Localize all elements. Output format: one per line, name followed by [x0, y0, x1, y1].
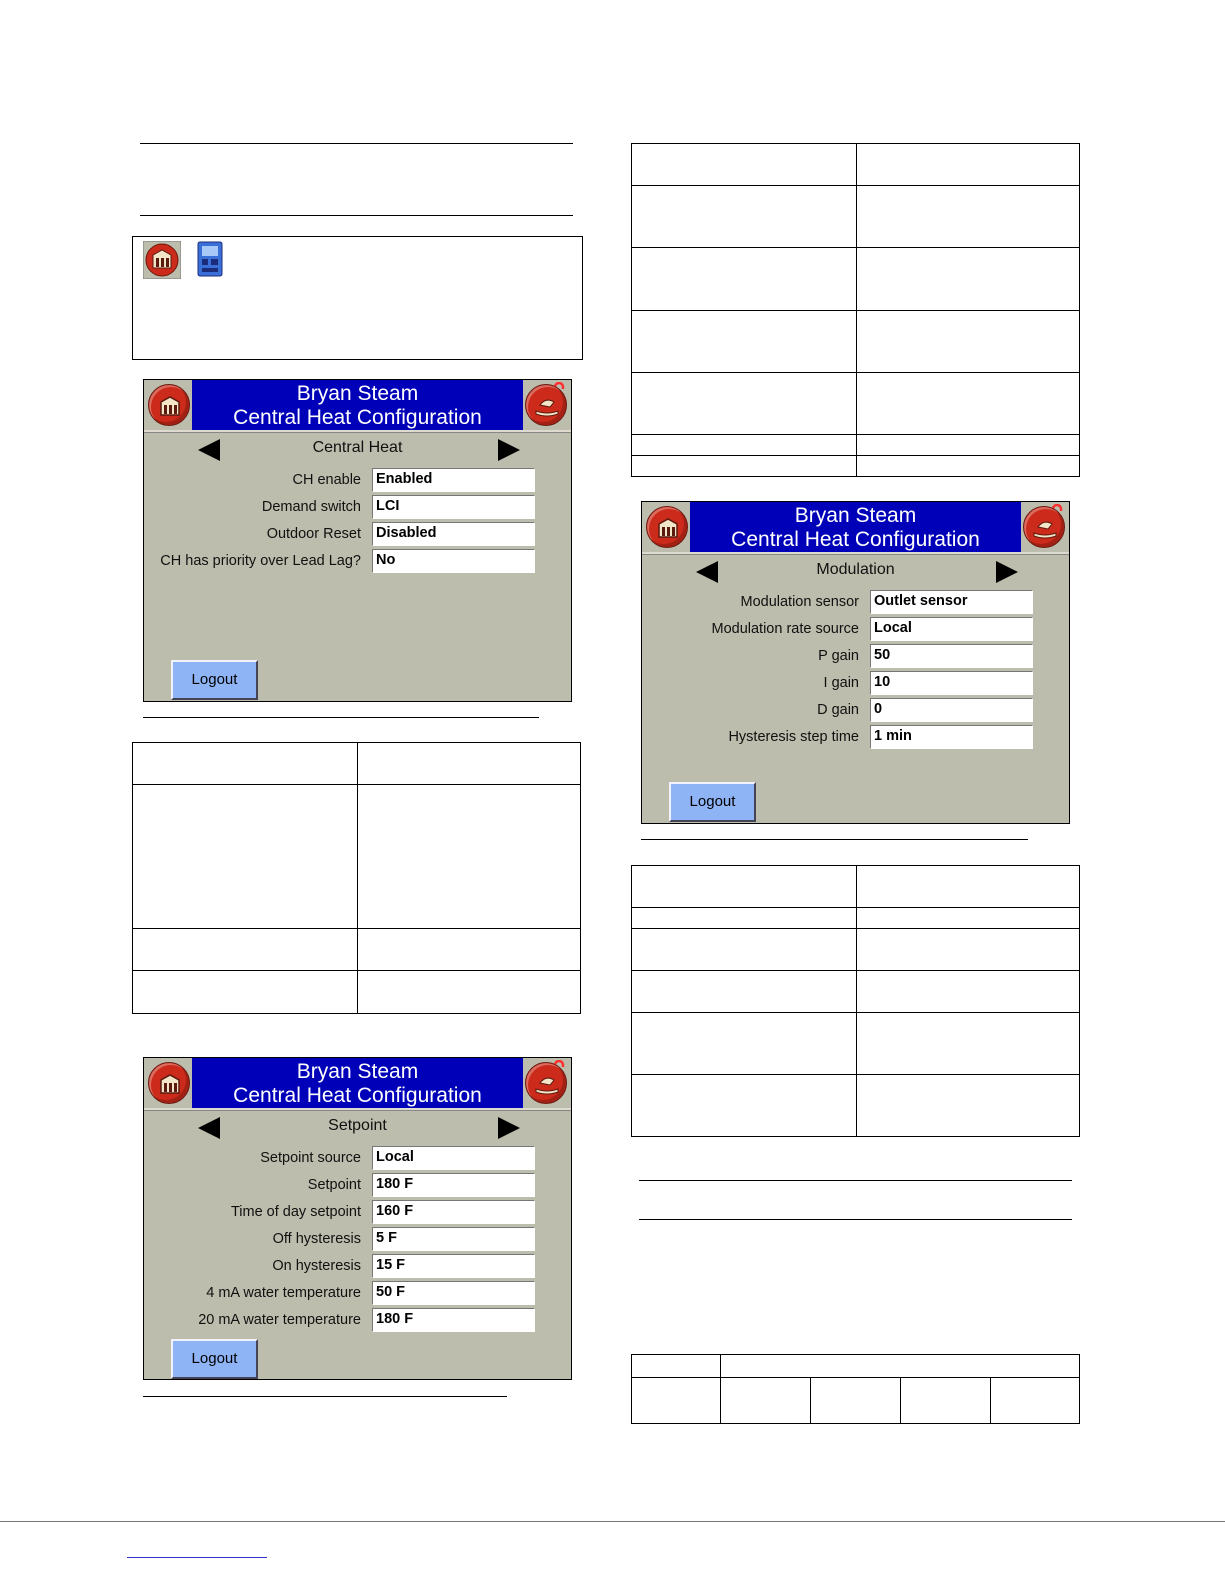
logout-button[interactable]: Logout: [171, 660, 258, 700]
screen-title: Central Heat Configuration: [731, 528, 980, 551]
setpoint-panel: [143, 1057, 572, 1380]
field-label: Setpoint source: [260, 1150, 361, 1166]
field-label: I gain: [823, 675, 859, 691]
heading-rule-bottom: [639, 1219, 1072, 1220]
header-separator: [642, 552, 1069, 555]
logout-button[interactable]: Logout: [171, 1339, 258, 1379]
parameter-table: [631, 143, 1080, 477]
heading-rule-bottom: [140, 215, 573, 216]
parameter-table: [132, 742, 581, 1014]
time-of-day-setpoint-field[interactable]: 160 F: [372, 1200, 535, 1224]
modulation-sensor-field[interactable]: Outlet sensor: [870, 590, 1033, 614]
field-label: 4 mA water temperature: [206, 1285, 361, 1301]
home-icon: [149, 1063, 191, 1105]
device-icon: [197, 241, 223, 277]
right-arrow-icon[interactable]: [996, 561, 1018, 583]
field-label: Time of day setpoint: [230, 1204, 361, 1220]
section-nav: [144, 437, 571, 463]
modulation-panel: [641, 501, 1070, 824]
home-icon: [647, 507, 689, 549]
ch-priority-field[interactable]: No: [372, 549, 535, 573]
field-label: Hysteresis step time: [728, 729, 859, 745]
field-label: On hysteresis: [272, 1258, 361, 1274]
parameter-table: [631, 865, 1080, 1137]
company-name: Bryan Steam: [296, 1060, 419, 1083]
d-gain-field[interactable]: 0: [870, 698, 1033, 722]
off-hysteresis-field[interactable]: 5 F: [372, 1227, 535, 1251]
i-gain-field[interactable]: 10: [870, 671, 1033, 695]
p-gain-field[interactable]: 50: [870, 644, 1033, 668]
section-title: Setpoint: [328, 1117, 387, 1134]
field-label: Setpoint: [307, 1177, 361, 1193]
back-button[interactable]: [1023, 506, 1065, 548]
on-hysteresis-field[interactable]: 15 F: [372, 1254, 535, 1278]
field-label: Demand switch: [261, 499, 361, 515]
20ma-water-temp-field[interactable]: 180 F: [372, 1308, 535, 1332]
home-button[interactable]: [646, 506, 688, 548]
footer-rule: [0, 1521, 1225, 1522]
company-name: Bryan Steam: [794, 504, 917, 527]
home-icon: [143, 241, 181, 279]
field-label: CH has priority over Lead Lag?: [160, 553, 361, 569]
screen-title: Central Heat Configuration: [233, 406, 482, 429]
right-arrow-icon[interactable]: [498, 439, 520, 461]
hysteresis-step-time-field[interactable]: 1 min: [870, 725, 1033, 749]
demand-switch-field[interactable]: LCI: [372, 495, 535, 519]
field-label: D gain: [817, 702, 859, 718]
panel-header: [192, 380, 523, 430]
caption-rule: [641, 839, 1028, 840]
home-icon: [149, 385, 191, 427]
note-box: [132, 236, 583, 360]
heading-rule-top: [140, 143, 573, 144]
right-arrow-icon[interactable]: [498, 1117, 520, 1139]
header-separator: [144, 430, 571, 433]
field-label: Modulation sensor: [740, 594, 859, 610]
setpoint-field[interactable]: 180 F: [372, 1173, 535, 1197]
header-separator: [144, 1108, 571, 1111]
back-button[interactable]: [525, 384, 567, 426]
section-nav: [144, 1115, 571, 1141]
company-name: Bryan Steam: [296, 382, 419, 405]
screen-title: Central Heat Configuration: [233, 1084, 482, 1107]
field-label: CH enable: [292, 472, 361, 488]
field-label: Off hysteresis: [272, 1231, 361, 1247]
setpoint-source-field[interactable]: Local: [372, 1146, 535, 1170]
back-icon: [1024, 507, 1066, 549]
field-label: P gain: [818, 648, 859, 664]
heading-rule-top: [639, 1180, 1072, 1181]
outdoor-reset-field[interactable]: Disabled: [372, 522, 535, 546]
4ma-water-temp-field[interactable]: 50 F: [372, 1281, 535, 1305]
modulation-rate-source-field[interactable]: Local: [870, 617, 1033, 641]
field-label: Outdoor Reset: [266, 526, 361, 542]
back-icon: [526, 385, 568, 427]
caption-rule: [143, 1396, 507, 1397]
section-title: Central Heat: [312, 439, 403, 456]
panel-header: [192, 1058, 523, 1108]
ch-enable-field[interactable]: Enabled: [372, 468, 535, 492]
field-label: Modulation rate source: [711, 621, 859, 637]
back-icon: [526, 1063, 568, 1105]
section-nav: [642, 559, 1069, 585]
field-label: 20 mA water temperature: [198, 1312, 361, 1328]
back-button[interactable]: [525, 1062, 567, 1104]
central-heat-panel: [143, 379, 572, 702]
logout-button[interactable]: Logout: [669, 782, 756, 822]
caption-rule: [143, 717, 539, 718]
bottom-table: [631, 1354, 1080, 1424]
panel-header: [690, 502, 1021, 552]
footer-link[interactable]: [127, 1557, 267, 1558]
section-title: Modulation: [816, 561, 895, 578]
home-button[interactable]: [148, 384, 190, 426]
home-button[interactable]: [148, 1062, 190, 1104]
